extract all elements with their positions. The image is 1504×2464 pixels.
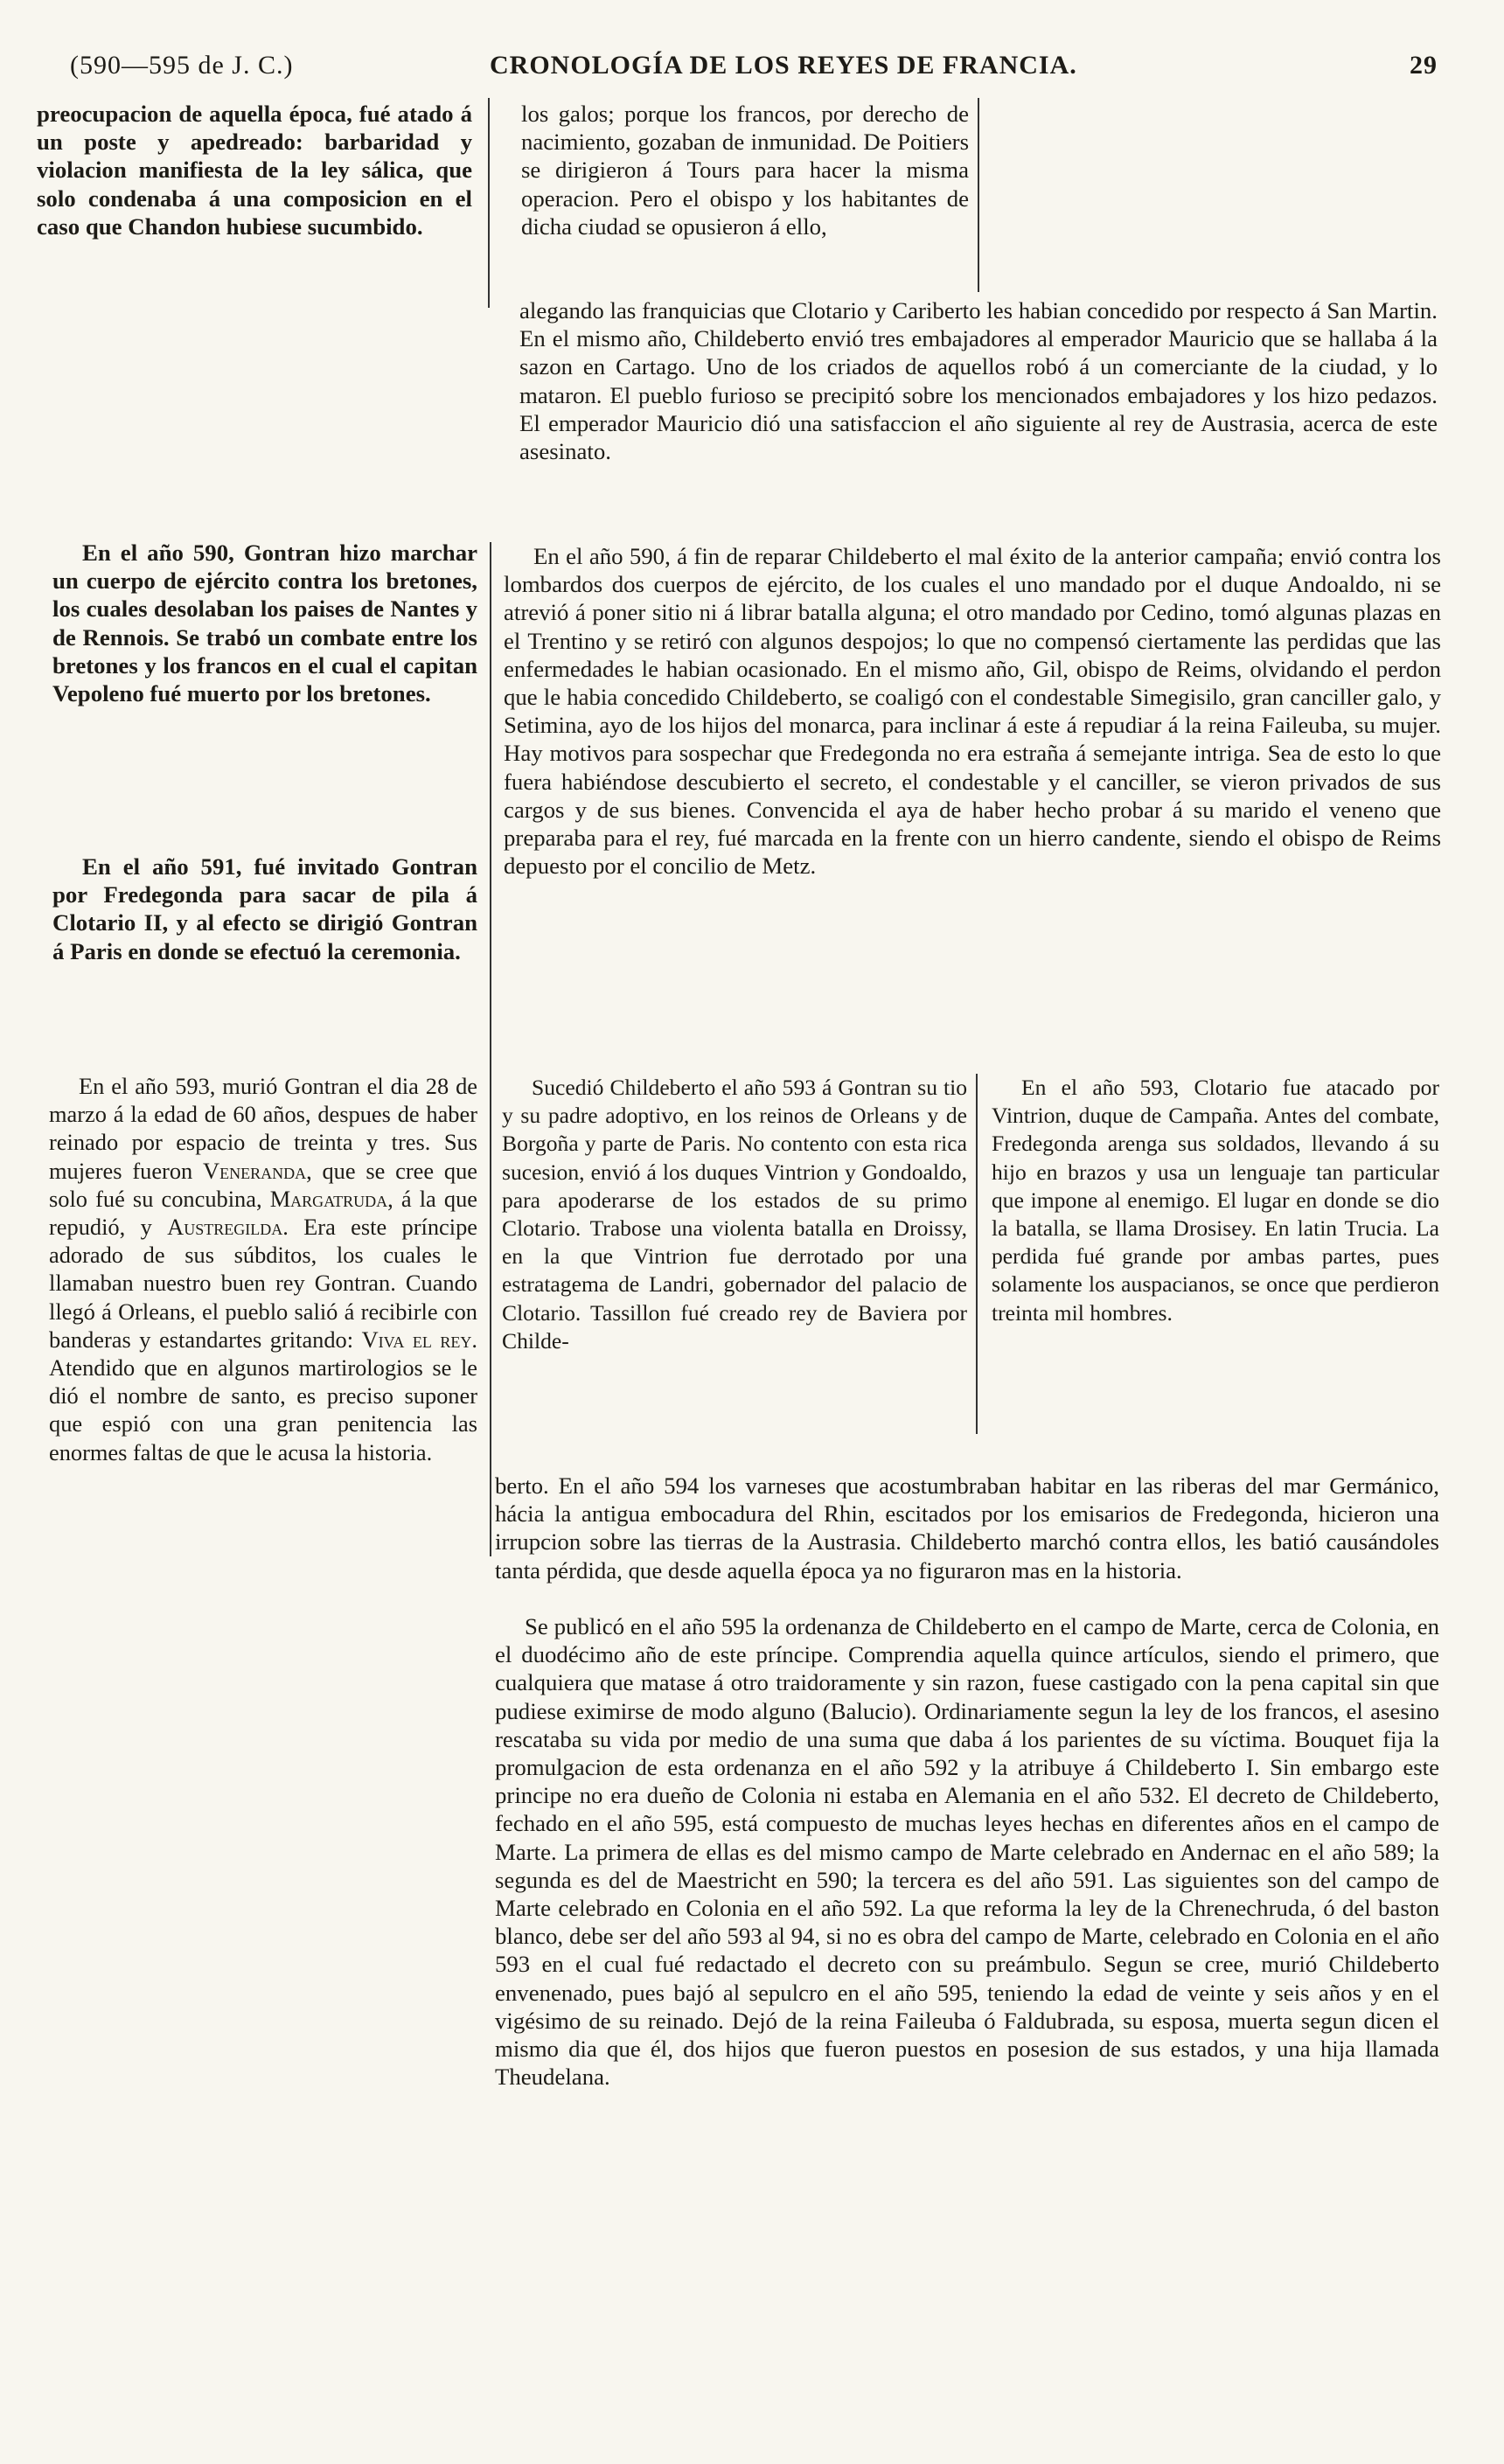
right-paragraph-1-wide <box>519 296 1438 465</box>
name-veneranda: Veneranda <box>203 1157 307 1184</box>
left-paragraph-4 <box>49 1072 477 1466</box>
column-divider-left <box>488 98 490 308</box>
right-paragraph-3 <box>495 1472 1439 1584</box>
p4-part-b: , que se cree que solo fué su concubina, <box>49 1157 477 1212</box>
right-paragraph-1-narrow <box>521 100 969 240</box>
p4-part-c: , á la que repudió, y <box>49 1185 477 1241</box>
left-paragraph-2-text: En el año 590, Gontran hizo marchar un cuerpo de ejército contra los bretones, los cuales desolaban los paises de Nantes y de Rennois. Se trabó un combate entre los bretones y los francos en el cual el capitan Vepoleno fué muerto por los bretones. <box>52 539 477 707</box>
left-paragraph-3-text: En el año 591, fué invitado Gontran por Fredegonda para sacar de pila á Clotario II, y al efecto se dirigió Gontran á Paris en donde se efectuó la ceremonia. <box>52 853 477 964</box>
name-margatruda: Margatruda <box>269 1185 388 1212</box>
page-number: 29 <box>1410 51 1438 80</box>
right-paragraph-2-text: En el año 590, á fin de reparar Childeberto el mal éxito de la anterior campaña; envió contra los lombardos dos cuerpos de ejército, de los cuales el uno mandado por el duque Andoaldo, ni se atrevió á poner sitio ni á librar batalla alguna; el otro mandado por Cedino, tomó algunas plazas en el Trentino y se retiró con algunos despojos; lo que no compensó ciertamente las perdidas que las enfermedades le habian ocasionado. En el mismo año, Gil, obispo de Reims, olvidando el perdon que le habia concedido Childeberto, se coaligó con el condestable Simegisilo, gran canciller galo, y Setimina, ayo de los hijos del monarca, para inclinar á este á repudiar á la reina Faileuba, su mujer. Hay motivos para sospechar que Fredegonda no era estraña á semejante intriga. Sea de esto lo que fuera habiéndose descubierto el secreto, el condestable y el canciller, se vieron privados de sus cargos y de sus bienes. Convencida el aya de haber hecho probar á su marido el veneno que preparaba para el rey, fué marcada en la frente con un hierro candente, siendo el obispo de Reims depuesto por el concilio de Metz. <box>504 543 1441 880</box>
p4-part-a: En el año 593, murió Gontran el dia 28 de marzo á la edad de 60 años, despues de haber reinado por espacio de treinta y tres. Sus mujeres fueron <box>49 1073 477 1184</box>
name-austregilda: Austregilda <box>167 1214 283 1241</box>
left-paragraph-1-text: preocupacion de aquella época, fué atado á un poste y apedreado: barbaridad y violacion manifiesta de la ley sálica, que solo condenaba á una composicion en el caso que Chandon hubiese sucumbido. <box>37 101 472 240</box>
right-paragraph-3-text: berto. En el año 594 los varneses que acostumbraban habitar en las riberas del mar Germánico, hácia la antigua embocadura del Rhin, escitados por los emisarios de Fredegonda, hicieron una irrupcion sobre las tierras de la Austrasia. Childeberto marchó contra ellos, les batió causándoles tanta pérdida, que desde aquella época ya no figuraron mas en la historia. <box>495 1472 1439 1584</box>
right-paragraph-4-text: Se publicó en el año 595 la ordenanza de Childeberto en el campo de Marte, cerca de Colonia, en el duodécimo año de este príncipe. Comprendia aquella quince artículos, siendo el primero, que cualquiera que matase á otro traidoramente y sin razon, fuese castigado con la pena capital sin que pudiese eximirse de modo alguno (Balucio). Ordinariamente segun la ley de los francos, el asesino rescataba su vida por medio de una suma que daba á los parientes de su víctima. Bouquet fija la promulgacion de esta ordenanza en el año 592 y la atribuye á Childeberto I. Sin embargo este principe no era dueño de Colonia ni estaba en Alemania en el año 532. El decreto de Childeberto, fechado en el año 595, está compuesto de muchas leyes hechas en diferentes años en el campo de Marte. La primera de ellas es del mismo campo de Marte celebrado en Andernac en el año 589; la segunda es del de Maestricht en 590; la tercera es del año 591. Las siguientes son del campo de Marte celebrado en Colonia en el año 592. La que reforma la ley de la Chrenechruda, ó del baston blanco, debe ser del año 593 al 94, si no es obra del campo de Marte, celebrado en Colonia en el año 593 en el cual fué redactado el decreto con su preámbulo. Segun se cree, murió Childeberto envenenado, pues bajó al sepulcro en el año 595, teniendo la edad de veinte y seis años y en el vigésimo de su reinado. Dejó de la reina Faileuba ó Faldubrada, su esposa, muerta segun dicen el mismo dia que él, dos hijos que fueron puestos en posesion de sus estados, y una hija llamada Theudelana. <box>495 1613 1439 2091</box>
header-title: CRONOLOGÍA DE LOS REYES DE FRANCIA. <box>490 51 1077 80</box>
inset-divider-right <box>978 98 979 292</box>
subcolumn-left <box>502 1074 967 1355</box>
subcolumn-right-text: En el año 593, Clotario fue atacado por Vintrion, duque de Campaña. Antes del combate, Fredegonda arenga sus soldados, llevando á su hijo en brazos y usa un lenguaje tan particular que impone al enemigo. El lugar en donde se dio la batalla, se llama Drosisey. En latin Trucia. La perdida fué grande por ambas partes, pues solamente los auspacianos, se once que perdieron treinta mil hombres. <box>992 1075 1439 1326</box>
column-divider-left <box>490 1067 491 1556</box>
cry-viva-el-rey: Viva el rey <box>361 1326 472 1353</box>
subcolumn-right <box>992 1074 1439 1327</box>
left-paragraph-4-text <box>49 1072 477 1466</box>
header-date-range: (590—595 de J. C.) <box>70 51 294 80</box>
subcolumn-left-text: Sucedió Childeberto el año 593 á Gontran su tio y su padre adoptivo, en los reinos de Orleans y de Borgoña y parte de Paris. No contento con esta rica sucesion, envió á los duques Vintrion y Gondoaldo, para apoderarse de los estados de su primo Clotario. Trabose una violenta batalla en Droissy, en la que Vintrion fue derrotado por una estratagema de Landri, gobernador del palacio de Clotario. Tassillon fué creado rey de Baviera por Childe- <box>502 1075 967 1354</box>
p4-part-e: . Atendido que en algunos martirologios se le dió el nombre de santo, es preciso suponer que espió con una gran penitencia las enormes faltas de que le acusa la historia. <box>49 1326 477 1465</box>
right-paragraph-1-wide-text: alegando las franquicias que Clotario y Cariberto les habian concedido por respecto á San Martin. En el mismo año, Childeberto envió tres embajadores al emperador Mauricio que se hallaba á la sazon en Cartago. Uno de los criados de aquellos robó á un comerciante de la ciudad, y lo mataron. El pueblo furioso se precipitó sobre los mencionados embajadores y los hizo pedazos. El emperador Mauricio dió una satisfaccion el año siguiente al rey de Austrasia, acerca de este asesinato. <box>519 297 1438 465</box>
left-paragraph-2 <box>52 539 477 707</box>
inset-divider-center <box>976 1074 978 1434</box>
right-paragraph-4 <box>495 1612 1439 2091</box>
left-paragraph-3 <box>52 853 477 965</box>
right-paragraph-1-narrow-text: los galos; porque los francos, por derecho de nacimiento, gozaban de inmunidad. De Poitiers se dirigieron á Tours para hacer la misma operacion. Pero el obispo y los habitantes de dicha ciudad se opusieron á ello, <box>521 101 969 240</box>
right-paragraph-2 <box>504 542 1441 880</box>
left-paragraph-1 <box>37 100 472 240</box>
p4-part-d: . Era este príncipe adorado de sus súbditos, los cuales le llamaban nuestro buen rey Gontran. Cuando llegó á Orleans, el pueblo salió á recibirle con banderas y estandartes gritando: <box>49 1214 477 1353</box>
